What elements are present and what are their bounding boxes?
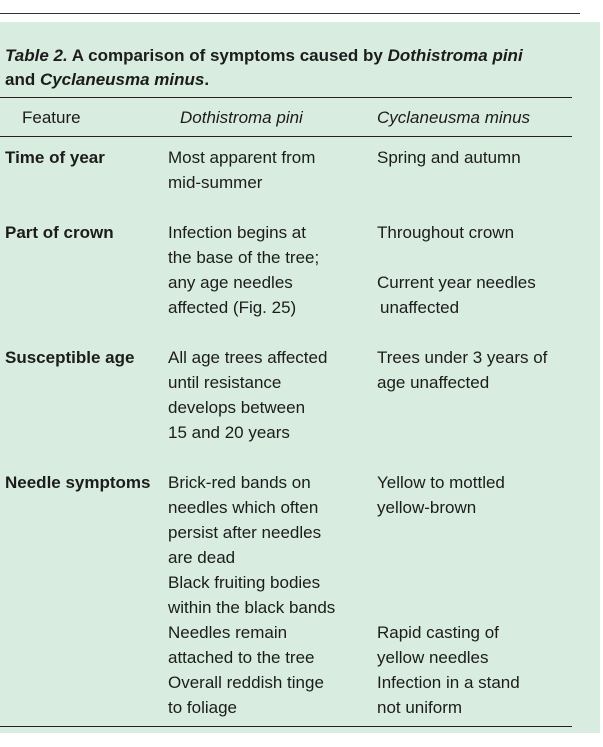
row-feature-needle-symptoms: Needle symptoms <box>5 473 151 492</box>
header-top-rule <box>0 97 572 98</box>
cell-line: Most apparent from <box>168 148 316 167</box>
cell-line: All age trees affected <box>168 348 328 367</box>
cell-line: Trees under 3 years of <box>377 348 548 367</box>
row-feature-susceptible-age: Susceptible age <box>5 348 135 367</box>
cell-line: the base of the tree; <box>168 248 320 267</box>
cell-line <box>377 570 587 595</box>
row-3-dothistroma <box>168 345 368 445</box>
cell-line: develops between <box>168 398 306 417</box>
row-3-cyclaneusma <box>377 345 587 395</box>
cell-line <box>377 595 587 620</box>
header-dothistroma: Dothistroma pini <box>180 108 303 127</box>
row-4-dothistroma <box>168 470 368 720</box>
cell-line <box>377 520 587 545</box>
table-bottom-rule <box>0 726 572 727</box>
cell-line: Throughout crown <box>377 223 515 242</box>
caption-text: A comparison of symptoms caused by <box>67 46 388 65</box>
cell-line: any age needles <box>168 273 293 292</box>
cell-line: Black fruiting bodies <box>168 573 321 592</box>
cell-line: Overall reddish tinge <box>168 673 324 692</box>
header-feature: Feature <box>22 108 81 127</box>
row-2-cyclaneusma <box>377 220 587 320</box>
cell-line <box>377 545 587 570</box>
cell-line: to foliage <box>168 698 237 717</box>
caption-species-1: Dothistroma pini <box>387 46 523 65</box>
header-cyclaneusma: Cyclaneusma minus <box>377 108 531 127</box>
cell-line: affected (Fig. 25) <box>168 298 297 317</box>
row-feature-part-of-crown: Part of crown <box>5 223 114 242</box>
cell-line: Rapid casting of <box>377 623 499 642</box>
caption-and: and <box>5 70 40 89</box>
cell-line: until resistance <box>168 373 282 392</box>
caption-species-2: Cyclaneusma minus <box>39 70 205 89</box>
row-4-cyclaneusma <box>377 470 587 720</box>
cell-line: persist after needles <box>168 523 322 542</box>
cell-line: mid-summer <box>168 173 263 192</box>
row-2-dothistroma <box>168 220 368 320</box>
header-bottom-rule <box>0 136 572 137</box>
cell-line: age unaffected <box>377 373 490 392</box>
cell-line: needles which often <box>168 498 319 517</box>
cell-line: Current year needles <box>377 273 536 292</box>
caption-period: . <box>204 70 210 89</box>
row-1-dothistroma <box>168 145 368 195</box>
cell-line: within the black bands <box>168 598 336 617</box>
cell-line: Infection begins at <box>168 223 306 242</box>
cell-line: yellow needles <box>377 648 489 667</box>
cell-line: Infection in a stand <box>377 673 520 692</box>
cell-line: unaffected <box>380 298 460 317</box>
cell-line: are dead <box>168 548 236 567</box>
cell-line: Brick-red bands on <box>168 473 311 492</box>
cell-line: Yellow to mottled <box>377 473 505 492</box>
cell-line: attached to the tree <box>168 648 315 667</box>
cell-line: yellow-brown <box>377 498 477 517</box>
cell-line <box>377 245 587 270</box>
cell-line: Spring and autumn <box>377 148 521 167</box>
table-caption <box>5 44 565 92</box>
caption-prefix: Table 2. <box>5 46 68 65</box>
cell-line: Needles remain <box>168 623 288 642</box>
row-feature-time-of-year: Time of year <box>5 148 105 167</box>
page-top-rule <box>0 13 580 14</box>
cell-line: 15 and 20 years <box>168 423 290 442</box>
cell-line: not uniform <box>377 698 463 717</box>
row-1-cyclaneusma <box>377 145 587 170</box>
